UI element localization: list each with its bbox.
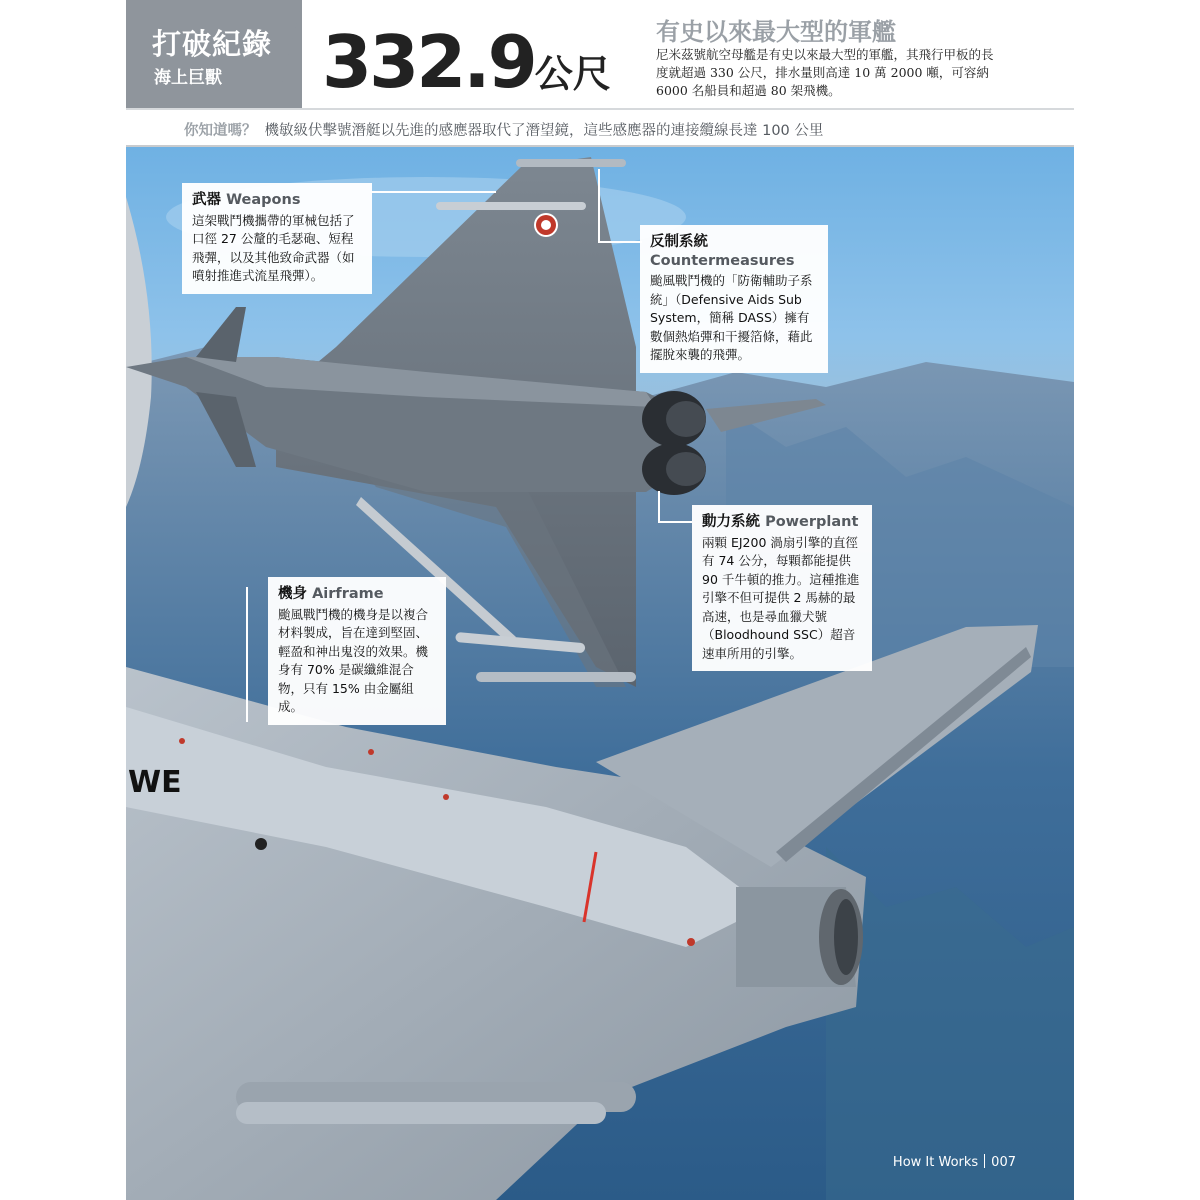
page-number: 007 (991, 1155, 1016, 1170)
magazine-page (126, 0, 1074, 1200)
airframe-title-en: Airframe (312, 586, 384, 602)
jet-photo (126, 147, 1074, 1200)
record-figure (322, 22, 611, 114)
callout-countermeasures-body: 颱風戰鬥機的「防衛輔助子系統」（Defensive Aids Sub System，簡稱 DASS）擁有數個熱焰彈和干擾箔條，藉此擺脫來襲的飛彈。 (650, 273, 813, 362)
weapons-title-zh: 武器 (192, 192, 221, 208)
countermeasures-title-zh: 反制系統 (650, 234, 708, 250)
countermeasures-title-en: Countermeasures (650, 252, 795, 269)
badge-title: 打破紀錄 (152, 27, 273, 61)
record-unit: 公尺 (534, 52, 611, 96)
page-folio (893, 1154, 1016, 1170)
did-you-know (184, 119, 823, 140)
airframe-title-zh: 機身 (278, 586, 307, 602)
badge-subtitle: 海上巨獸 (154, 68, 222, 88)
powerplant-title-en: Powerplant (765, 514, 859, 530)
did-you-know-text: 機敏級伏擊號潛艇以先進的感應器取代了潛望鏡，這些感應器的連接纜線長達 100 公里 (264, 123, 824, 139)
badge-notch (276, 0, 302, 108)
callout-powerplant-title (702, 513, 862, 532)
magazine-name: How It Works (892, 1155, 979, 1170)
callout-powerplant (692, 505, 872, 671)
did-you-know-label: 你知道嗎？ (184, 123, 257, 139)
weapons-leader (371, 191, 496, 193)
fact-title: 有史以來最大型的軍艦 (656, 18, 896, 46)
countermeasures-leader-v (598, 169, 600, 241)
callout-airframe-title (278, 585, 436, 604)
callout-countermeasures-title (650, 233, 818, 270)
record-value: 332.9 (322, 20, 535, 104)
callout-weapons-title (192, 191, 362, 210)
powerplant-leader-h (658, 521, 692, 523)
tail-code: WE (128, 765, 182, 800)
countermeasures-leader-h (598, 241, 642, 243)
folio-separator (984, 1154, 985, 1168)
callout-weapons (182, 183, 372, 294)
powerplant-leader-v (658, 491, 660, 521)
fact-body: 尼米茲號航空母艦是有史以來最大型的軍艦，其飛行甲板的長度就超過 330 公尺，排水量則高達 10 萬 2000 噸，可容納 6000 名船員和超過 80 架飛機。 (656, 47, 994, 98)
callout-powerplant-body: 兩顆 EJ200 渦扇引擎的直徑有 74 公分，每顆都能提供 90 千牛頓的推力。這種推進引擎不但可提供 2 馬赫的最高速，也是尋血獵犬號（Bloodhound SSC）超音速車所用的引擎。 (702, 534, 860, 661)
header-divider (126, 108, 1074, 110)
powerplant-title-zh: 動力系統 (702, 514, 760, 530)
weapons-title-en: Weapons (226, 192, 301, 208)
callout-airframe-body: 颱風戰鬥機的機身是以複合材料製成，旨在達到堅固、輕盈和神出鬼沒的效果。機身有 70% 是碳纖維混合物，只有 15% 由金屬組成。 (278, 606, 429, 714)
callout-weapons-body: 這架戰鬥機攜帶的軍械包括了口徑 27 公釐的毛瑟砲、短程飛彈，以及其他致命武器（如噴射推進式流星飛彈）。 (192, 212, 355, 283)
callout-countermeasures (640, 225, 828, 373)
callout-airframe (268, 577, 446, 725)
airframe-leader (246, 587, 248, 722)
